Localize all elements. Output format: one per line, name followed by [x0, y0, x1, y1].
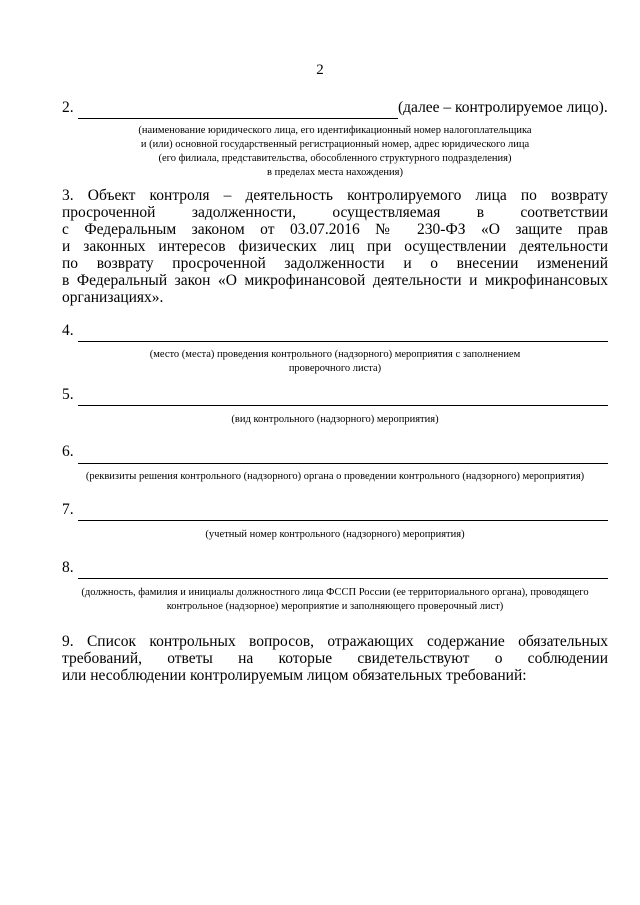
item-6-fill-line: [78, 463, 608, 464]
item-6-caption: [62, 470, 608, 484]
caption-line: в пределах места нахождения): [267, 167, 403, 178]
caption-line: (учетный номер контрольного (надзорного) мероприятия): [205, 529, 465, 540]
item-2-caption: [62, 124, 608, 180]
paragraph-line: требований, ответы на которые свидетельствуют о соблюдении: [62, 650, 608, 667]
caption-line: (реквизиты решения контрольного (надзорного) органа о проведении контрольного (надзорного) мероприятия): [85, 471, 585, 482]
item-6-number: 6.: [62, 443, 74, 460]
item-2-fill-line: [78, 118, 398, 119]
paragraph-line: и законных интересов физических лиц при осуществлении деятельности: [62, 238, 608, 255]
paragraph-line: 9. Список контрольных вопросов, отражающих содержание обязательных: [62, 633, 608, 650]
paragraph-line: 3. Объект контроля – деятельность контролируемого лица по возврату: [62, 187, 608, 204]
item-3-paragraph: [62, 187, 608, 306]
caption-line: (должность, фамилия и инициалы должностного лица ФССП России (ее территориального органа), проводящего: [81, 587, 589, 598]
caption-line: контрольное (надзорное) мероприятие и заполняющего проверочный лист): [166, 601, 504, 612]
caption-line: (место (места) проведения контрольного (надзорного) мероприятия с заполнением: [149, 349, 521, 360]
item-8-fill-line: [78, 578, 608, 579]
item-8-number: 8.: [62, 559, 74, 576]
item-7-fill-line: [78, 520, 608, 521]
paragraph-line: по возврату просроченной задолженности и о внесении изменений: [62, 255, 608, 272]
item-4-fill-line: [78, 341, 608, 342]
caption-line: (вид контрольного (надзорного) мероприятия): [231, 414, 439, 425]
paragraph-line: с Федеральным законом от 03.07.2016 № 230-ФЗ «О защите прав: [62, 221, 608, 238]
item-2-number: 2.: [62, 99, 74, 116]
item-5-fill-line: [78, 405, 608, 406]
item-4-number: 4.: [62, 322, 74, 339]
caption-line: (наименование юридического лица, его идентификационный номер налогоплательщика: [138, 125, 532, 136]
paragraph-line: в Федеральный закон «О микрофинансовой деятельности и микрофинансовых: [62, 272, 608, 289]
item-8-caption: [62, 586, 608, 614]
caption-line: проверочного листа): [288, 363, 382, 374]
item-7-caption: [62, 528, 608, 542]
paragraph-line: просроченной задолженности, осуществляемая в соответствии: [62, 204, 608, 221]
paragraph-line: или несоблюдении контролируемым лицом обязательных требований:: [62, 667, 527, 684]
item-5-number: 5.: [62, 386, 74, 403]
caption-line: и (или) основной государственный регистрационный номер, адрес юридического лица: [140, 139, 530, 150]
item-5-caption: [62, 413, 608, 427]
item-4-caption: [62, 348, 608, 376]
item-9-paragraph: [62, 633, 608, 684]
page-number: 2: [316, 62, 324, 78]
item-7-number: 7.: [62, 501, 74, 518]
caption-line: (его филиала, представительства, обособленного структурного подразделения): [158, 153, 512, 164]
item-2-tail: (далее – контролируемое лицо).: [398, 99, 608, 116]
paragraph-line: организациях».: [62, 289, 164, 306]
